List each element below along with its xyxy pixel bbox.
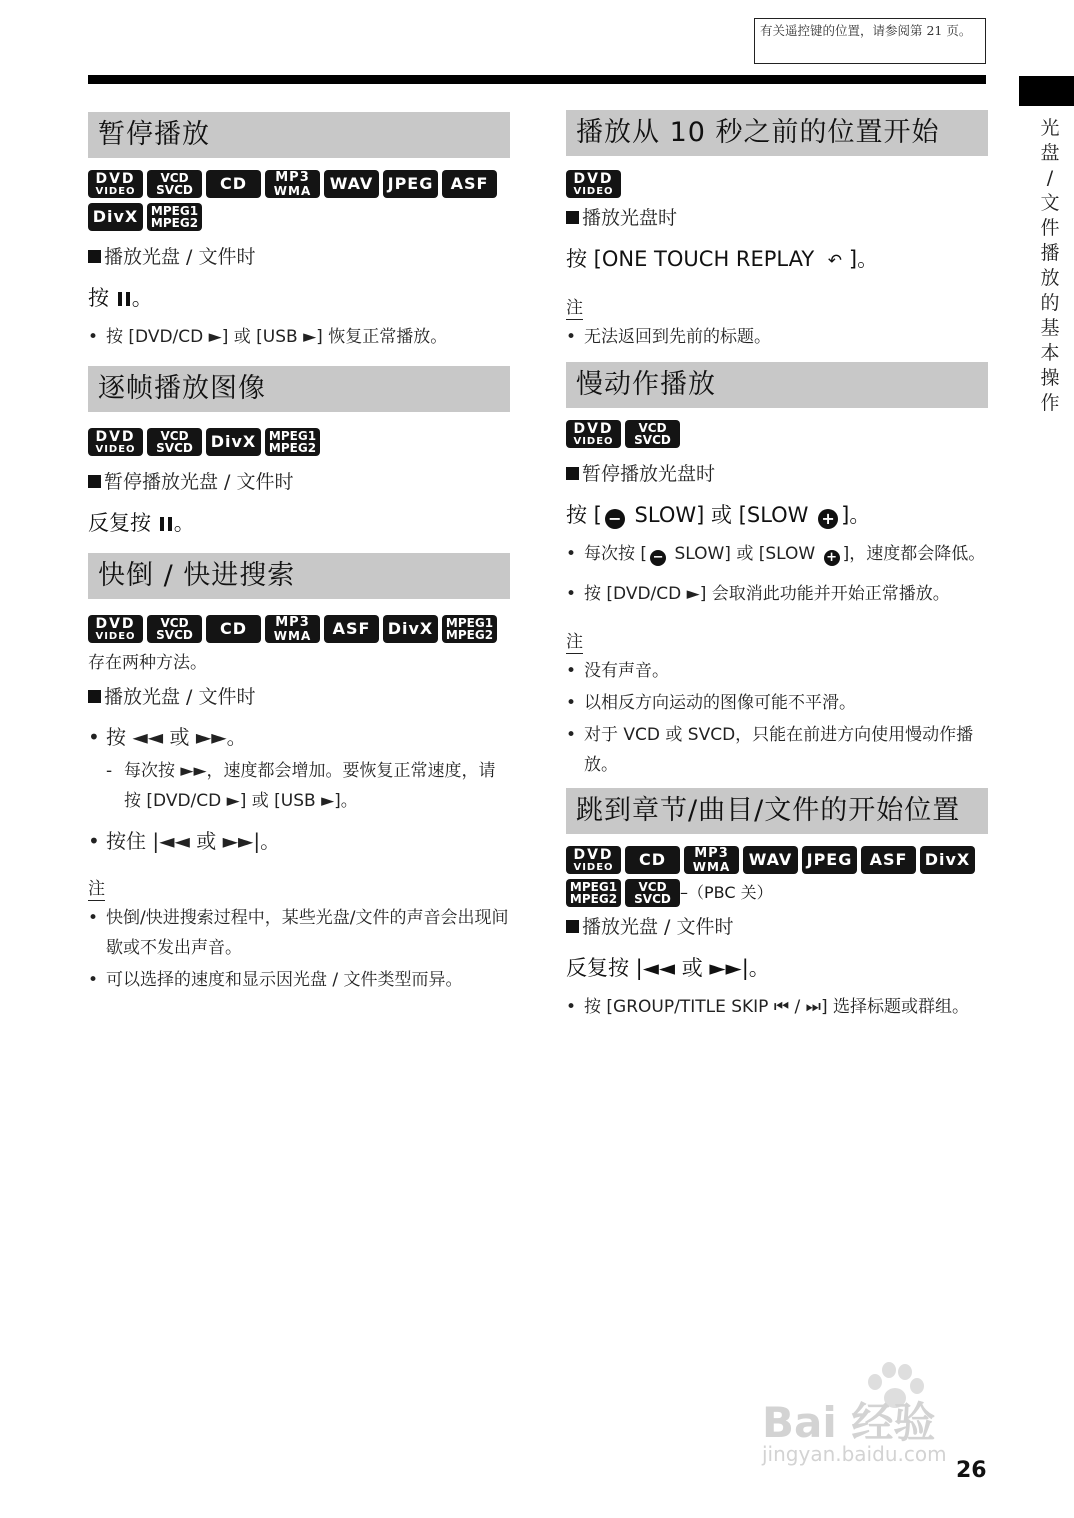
method-sub-item: - 每次按 ►►，速度都会增加。要恢复正常速度，请按 [DVD/CD ►] 或 [USB ►]。	[88, 756, 510, 816]
badge-vcd-svcd: VCD SVCD	[147, 170, 202, 198]
right-column	[566, 110, 988, 1022]
badge-asf: ASF	[442, 170, 497, 198]
note-heading: 注	[566, 632, 583, 652]
watermark-url: jingyan.baidu.com	[762, 1442, 947, 1466]
badge-dvd-video: DVD VIDEO	[566, 170, 621, 198]
badge-asf: ASF	[861, 846, 916, 874]
note-item: • 以相反方向运动的图像可能不平滑。	[566, 688, 988, 718]
badge-asf: ASF	[324, 615, 379, 643]
badge-mpeg: MPEG1 MPEG2	[566, 879, 621, 907]
badge-jpeg: JPEG	[383, 170, 438, 198]
method-item: • 按 ◄◄ 或 ►►。	[88, 722, 510, 752]
intro-text: 存在两种方法。	[88, 653, 207, 673]
badge-dvd-video: DVD VIDEO	[88, 170, 143, 198]
bullet-item: • 按 [DVD/CD ►] 或 [USB ►] 恢复正常播放。	[88, 322, 510, 352]
format-badges	[88, 615, 510, 648]
section-title-pause: 暂停播放	[88, 112, 510, 158]
minus-circle-icon: −	[650, 550, 666, 566]
badge-cd: CD	[625, 846, 680, 874]
condition-text: 播放光盘 / 文件时	[88, 684, 510, 710]
section-title-frame: 逐帧播放图像	[88, 366, 510, 412]
section-title-slow: 慢动作播放	[566, 362, 988, 408]
page-reference-note: 有关遥控键的位置，请参阅第 21 页。	[754, 18, 986, 64]
condition-text: 暂停播放光盘 / 文件时	[88, 469, 510, 495]
badge-mpeg: MPEG1 MPEG2	[442, 615, 497, 643]
condition-text: 播放光盘 / 文件时	[88, 244, 510, 270]
note-item: • 快倒/快进搜索过程中，某些光盘/文件的声音会出现间歇或不发出声音。	[88, 903, 510, 963]
square-bullet-icon	[566, 211, 579, 224]
note-item: • 可以选择的速度和显示因光盘 / 文件类型而异。	[88, 965, 510, 995]
replay-icon: ↶	[827, 251, 842, 271]
format-badges	[566, 170, 988, 203]
condition-text: 播放光盘时	[566, 205, 988, 231]
action-text: 反复按 。	[88, 511, 195, 535]
page-number: 26	[956, 1458, 987, 1483]
plus-circle-icon: +	[824, 550, 840, 566]
plus-circle-icon: +	[818, 509, 838, 529]
square-bullet-icon	[566, 467, 579, 480]
format-badges	[566, 420, 988, 453]
badge-mpeg: MPEG1 MPEG2	[147, 203, 202, 231]
square-bullet-icon	[88, 250, 101, 263]
pause-icon	[118, 292, 130, 306]
section-title-replay: 播放从 10 秒之前的位置开始	[566, 110, 988, 156]
condition-text: 播放光盘 / 文件时	[566, 914, 988, 940]
badge-wav: WAV	[743, 846, 798, 874]
square-bullet-icon	[88, 475, 101, 488]
badge-divx: DivX	[206, 428, 261, 456]
action-text: 按 [ONE TOUCH REPLAY ↶ ]。	[566, 245, 988, 275]
chapter-tab	[1019, 76, 1074, 106]
badge-divx: DivX	[920, 846, 975, 874]
badge-dvd-video: DVD VIDEO	[566, 420, 621, 448]
square-bullet-icon	[566, 920, 579, 933]
badge-cd: CD	[206, 615, 261, 643]
badge-divx: DivX	[383, 615, 438, 643]
badge-dvd-video: DVD VIDEO	[88, 428, 143, 456]
bullet-item: • 按 [DVD/CD ►] 会取消此功能并开始正常播放。	[566, 579, 988, 609]
chapter-side-label: 光 盘 / 文 件 播 放 的 基 本 操 作	[1040, 117, 1060, 414]
action-text: 按 [ − SLOW] 或 [SLOW + ]。	[566, 503, 871, 528]
left-column	[88, 112, 510, 995]
badge-jpeg: JPEG	[802, 846, 857, 874]
badge-vcd-svcd: VCD SVCD	[147, 615, 202, 643]
minus-circle-icon: −	[605, 509, 625, 529]
badge-vcd-svcd: VCD SVCD	[625, 420, 680, 448]
format-badges	[88, 170, 510, 236]
format-badges	[88, 428, 510, 461]
header-rule	[88, 75, 986, 84]
note-heading: 注	[88, 879, 105, 899]
badge-dvd-video: DVD VIDEO	[566, 846, 621, 874]
pbc-off-note: –（PBC 关）	[680, 883, 773, 902]
badge-vcd-svcd: VCD SVCD	[625, 879, 680, 907]
badge-dvd-video: DVD VIDEO	[88, 615, 143, 643]
bullet-item: • 每次按 [ − SLOW] 或 [SLOW + ]，速度都会降低。	[566, 539, 988, 569]
condition-text: 暂停播放光盘时	[566, 461, 988, 487]
format-badges	[566, 846, 988, 912]
badge-mpeg: MPEG1 MPEG2	[265, 428, 320, 456]
pause-icon	[160, 517, 172, 531]
badge-mp3-wma: MP3 WMA	[265, 170, 320, 198]
square-bullet-icon	[88, 690, 101, 703]
method-item: • 按住 |◄◄ 或 ►►|。	[88, 826, 510, 856]
section-title-search: 快倒 / 快进搜索	[88, 553, 510, 599]
badge-wav: WAV	[324, 170, 379, 198]
badge-mp3-wma: MP3 WMA	[265, 615, 320, 643]
badge-vcd-svcd: VCD SVCD	[147, 428, 202, 456]
action-text: 按 。	[88, 286, 153, 310]
watermark-brand: Bai 经验	[762, 1398, 936, 1447]
note-item: • 没有声音。	[566, 656, 988, 686]
bullet-item: • 按 [GROUP/TITLE SKIP ⏮ / ⏭] 选择标题或群组。	[566, 992, 988, 1022]
note-heading: 注	[566, 298, 583, 318]
badge-cd: CD	[206, 170, 261, 198]
badge-divx: DivX	[88, 203, 143, 231]
section-title-skip: 跳到章节/曲目/文件的开始位置	[566, 788, 988, 834]
badge-mp3-wma: MP3 WMA	[684, 846, 739, 874]
note-item: • 对于 VCD 或 SVCD，只能在前进方向使用慢动作播放。	[566, 720, 988, 780]
note-item: • 无法返回到先前的标题。	[566, 322, 988, 352]
action-text: 反复按 |◄◄ 或 ►►|。	[566, 956, 770, 980]
